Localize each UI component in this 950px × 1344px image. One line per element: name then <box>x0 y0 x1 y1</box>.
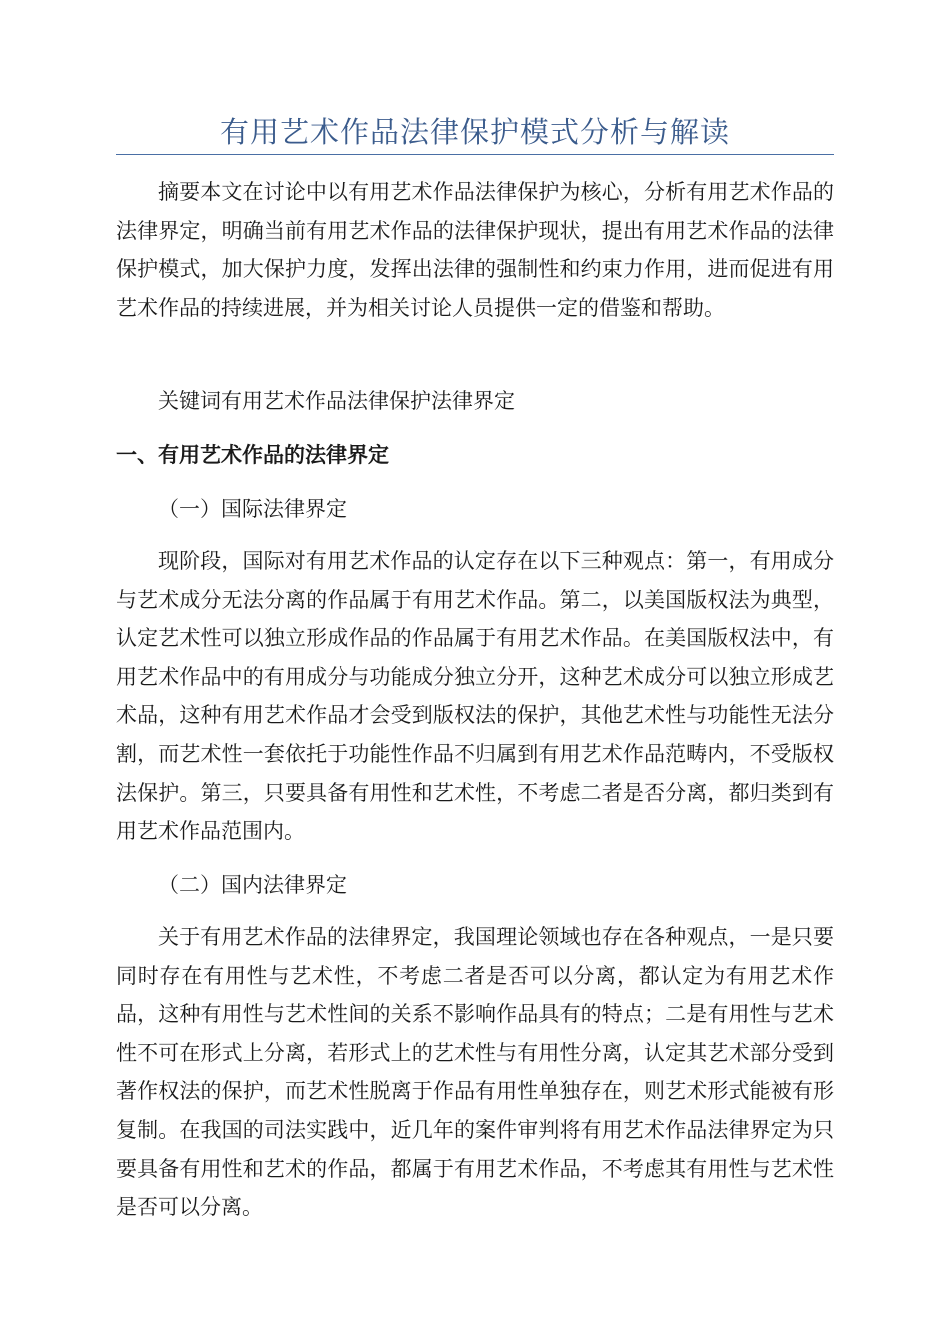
subsection-heading-international: （一）国际法律界定 <box>158 497 347 521</box>
international-definition-paragraph: 现阶段，国际对有用艺术作品的认定存在以下三种观点：第一，有用成分与艺术成分无法分离的作品属于有用艺术作品。第二，以美国版权法为典型，认定艺术性可以独立形成作品的作品属于有用艺术作品。在美国版权法中，有用艺术作品中的有用成分与功能成分独立分开，这种艺术成分可以独立形成艺术品，这种有用艺术作品才会受到版权法的保护，其他艺术性与功能性无法分割，而艺术性一套依托于功能性作品不归属到有用艺术作品范畴内，不受版权法保护。第三，只要具备有用性和艺术性，不考虑二者是否分离，都归类到有用艺术作品范围内。 <box>116 549 834 844</box>
document-title: 有用艺术作品法律保护模式分析与解读 <box>219 115 730 149</box>
domestic-definition-paragraph: 关于有用艺术作品的法律界定，我国理论领域也存在各种观点，一是只要同时存在有用性与艺术性，不考虑二者是否可以分离，都认定为有用艺术作品，这种有用性与艺术性间的关系不影响作品具有的特点；二是有用性与艺术性不可在形式上分离，若形式上的艺术性与有用性分离，认定其艺术部分受到著作权法的保护，而艺术性脱离于作品有用性单独存在，则艺术形式能被有形复制。在我国的司法实践中，近几年的案件审判将有用艺术作品法律界定为只要具备有用性和艺术的作品，都属于有用艺术作品，不考虑其有用性与艺术性是否可以分离。 <box>116 925 834 1220</box>
title-underline <box>116 154 834 155</box>
keywords-line: 关键词有用艺术作品法律保护法律界定 <box>158 389 515 413</box>
subsection-heading-domestic: （二）国内法律界定 <box>158 873 347 897</box>
section-heading-1: 一、有用艺术作品的法律界定 <box>116 443 389 467</box>
abstract-paragraph: 摘要本文在讨论中以有用艺术作品法律保护为核心，分析有用艺术作品的法律界定，明确当前有用艺术作品的法律保护现状，提出有用艺术作品的法律保护模式，加大保护力度，发挥出法律的强制性和约束力作用，进而促进有用艺术作品的持续进展，并为相关讨论人员提供一定的借鉴和帮助。 <box>116 180 834 320</box>
